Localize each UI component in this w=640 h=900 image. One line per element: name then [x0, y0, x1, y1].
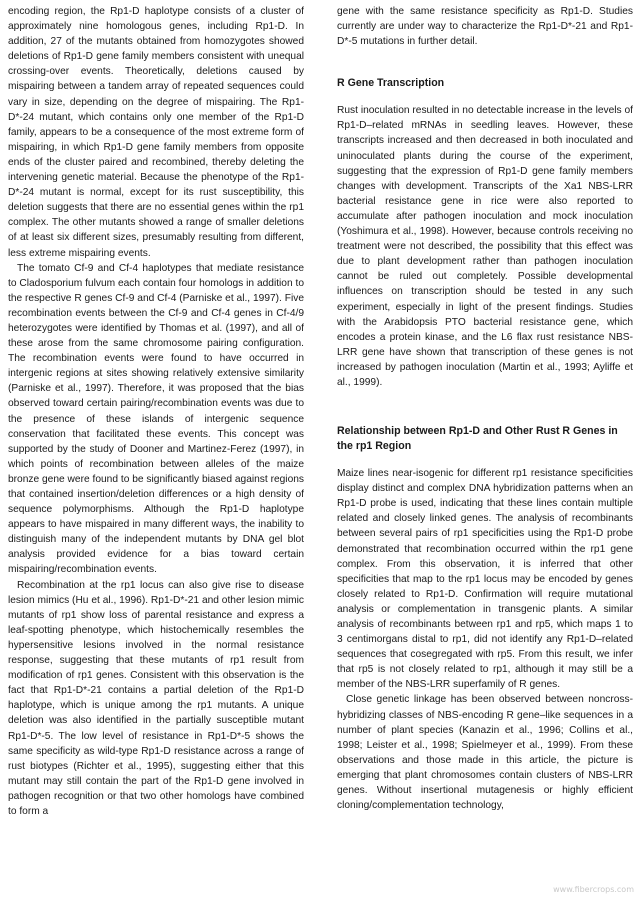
- paragraph-mispairing: encoding region, the Rp1-D haplotype consists of a cluster of approximately nine homologous genes, including Rp1-D. In addition, 27 of the mutants obtained from homozygotes showed deletions of Rp1-D gene family members consistent with unequal crossing-over events. Theoretically, deletions caused by mispairing between a tandem array of repeated sequences could vary in size, depending on the degree of mispairing. The Rp1-D*-24 mutant, which contains only one member of the Rp1-D family, appears to be a consequence of the most extreme form of mispairing, in which Rp1-D gene family members from opposite ends of the cluster paired and recombined, thereby deleting the intervening genetic material. Because the phenotype of the Rp1-D*-24 mutant is normal, except for its rust susceptibility, this deletion suggests that there are no essential genes within the rp1 complex. The other mutants showed a range of smaller deletions of at least six different sizes, presumably resulting from different, less extreme mispairing events.: [8, 6, 304, 259]
- section-heading-transcription: R Gene Transcription: [337, 77, 445, 90]
- left-column: [8, 4, 304, 819]
- paragraph-transcription: Rust inoculation resulted in no detectable increase in the levels of Rp1-D–related mRNAs in seedling leaves. However, these transcripts increased and then decreased in both inoculated and uninoculated plants during the course of the experiment, suggesting that the expression of Rp1-D gene family members changes with development. Transcripts of the Xa1 NBS-LRR bacterial resistance gene in rice were also reported to accumulate after pathogen inoculation and mock inoculation (Yoshimura et al., 1998). However, because controls receiving no treatment were not described, the possibility that this effect was due to plant development rather than pathogen inoculation cannot be ruled out completely. Possible developmental influences on transcription should be tested in any such experiment, especially in light of the present findings. Studies with the Arabidopsis PTO bacterial resistance gene, which encodes a protein kinase, and the L6 flax rust resistance NBS-LRR gene have shown that transcription of these genes is not increased by pathogen inoculation (Martin et al., 1993; Ayliffe et al., 1999).: [337, 105, 633, 388]
- paragraph-genetic-linkage: Close genetic linkage has been observed between noncross-hybridizing classes of NBS-encoding R gene–like sequences in a number of plant species (Kanazin et al., 1996; Collins et al., 1998; Leister et al., 1998; Spielmeyer et al., 1999). From these observations and those made in this article, the picture is emerging that plant chromosomes contain clusters of NBS-LRR genes. Without insertional mutagenesis or highly efficient cloning/complementation technology,: [337, 694, 633, 812]
- paragraph-continuation: gene with the same resistance specificity as Rp1-D. Studies currently are under way to characterize the Rp1-D*-21 and Rp1-D*-5 mutations in further detail.: [337, 6, 633, 48]
- section-heading-relationship: Relationship between Rp1-D and Other Rust R Genes in the rp1 Region: [337, 425, 618, 453]
- paragraph-near-isogenic: Maize lines near-isogenic for different rp1 resistance specificities display distinct and complex DNA hybridization patterns when an Rp1-D probe is used, indicating that these lines contain multiple related and closely linked genes. The analysis of recombinants between several pairs of rp1 specificities using the Rp1-D probe demonstrated that recombination occurred within the rp1 gene complex. From this observation, it is inferred that other specificities that map to the rp1 locus may be encoded by genes closely related to Rp1-D. Confirmation will require mutational analysis or complementation in transgenic plants. A similar analysis of recombinants between rp1 and rp5, which maps 1 to 3 centimorgans distal to rp1, did not identify any Rp1-D–related sequences that cosegregated with rp5. From this result, we infer that rp5 is not closely related to rp1, although it may still be a member of the NBS-LRR superfamily of R genes.: [337, 468, 633, 691]
- paragraph-lesion-mimics: Recombination at the rp1 locus can also give rise to disease lesion mimics (Hu et al., 1996). Rp1-D*-21 and other lesion mimic mutants of rp1 show loss of parental resistance and express a leaf-spotting phenotype, which histochemically resembles the hypersensitive lesions involved in the normal resistance response, suggesting that these mutants of rp1 result from modification of rp1 genes. Consistent with this observation is the fact that Rp1-D*-21 contains a partial deletion of the Rp1-D haplotype, which is unique among the rp1 mutants. A unique deletion was also identified in the partially susceptible mutant Rp1-D*-5. The low level of resistance in Rp1-D*-5 shows the same specificity as wild-type Rp1-D resistance across a range of rust biotypes (Richter et al., 1995), suggesting either that this mutant may still contain the part of the Rp1-D gene involved in pathogen recognition or that two other homologs have combined to form a: [8, 579, 304, 817]
- paragraph-tomato-cf: The tomato Cf-9 and Cf-4 haplotypes that mediate resistance to Cladosporium fulvum each contain four homologs in addition to the respective R genes Cf-9 and Cf-4 (Parniske et al., 1997). Five recombination events between the Cf-9 and Cf-4 genes in Cf-4/9 heterozygotes were identified by Thomas et al. (1997), and all of these arose from the same chromosome pairing configuration. The recombination events were found to have occurred in intergenic regions at sites showing relatively extensive similarity (Parniske et al., 1997). Therefore, it was proposed that the bias observed toward certain pairing/recombination events was due to the presence of these islands of intergenic sequence conservation that facilitated these events. This concept was supported by the study of Dooner and Martinez-Ferez (1997), in which points of recombination between alleles of the maize bronze gene were found to be significantly biased against regions that contained insertion/deletion differences or a high density of sequence polymorphisms. Although the Rp1-D haplotype appears to have mispaired in many different ways, the inability to distinguish many of the independent mutants by DNA gel blot analysis provided evidence for a bias toward certain mispairing/recombination events.: [8, 262, 304, 576]
- right-column: [337, 4, 633, 813]
- watermark: www.fibercrops.com: [553, 885, 634, 894]
